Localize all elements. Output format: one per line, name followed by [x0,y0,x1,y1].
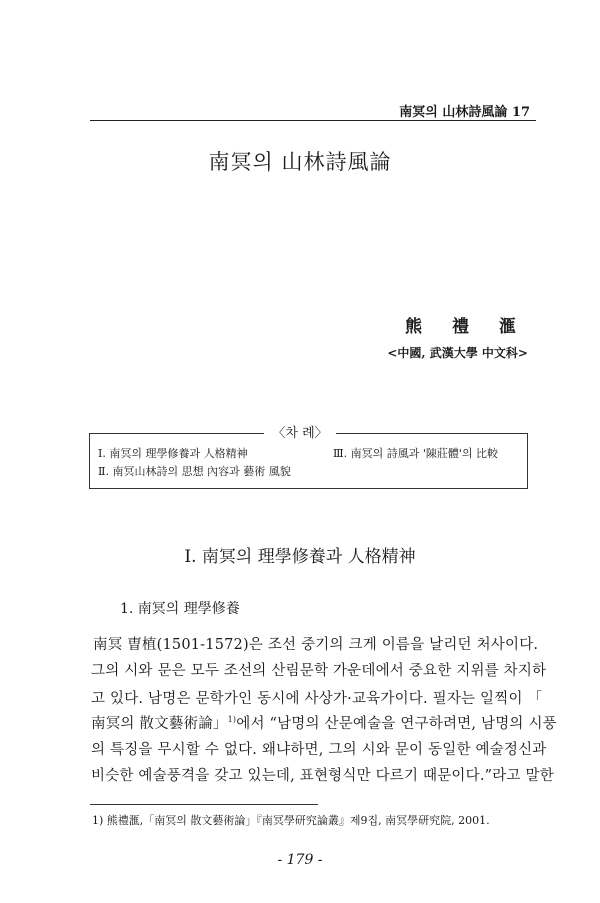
body-text: 에서 “남명의 산문예술을 연구하려면, 남명의 시풍 [236,716,557,732]
page-number: - 179 - [277,852,323,868]
body-line: 비슷한 예술풍격을 갖고 있는데, 표현형식만 다르기 때문이다.”라고 말한 [91,768,554,784]
author-name: 熊禮滙 [405,317,546,337]
toc-item: Ⅲ. 南冥의 詩風과 '陳莊體'의 比較 [333,447,499,460]
body-line [91,712,557,733]
body-text: 南冥의 散文藝術論」 [91,716,228,732]
body-line: 의 특징을 무시할 수 없다. 왜냐하면, 그의 시와 문이 동일한 예술정신과 [91,742,547,758]
body-line: 南冥 曺植(1501-1572)은 조선 중기의 크게 이름을 날리던 처사이다. [93,637,539,653]
body-line: 그의 시와 문은 모두 조선의 산림문학 가운데에서 중요한 지위를 차지하 [91,663,547,679]
author-affiliation: <中國, 武漢大學 中文科> [387,346,528,360]
header-rule [90,120,536,121]
footnote: 1) 熊禮滙,「南冥의 散文藝術論」『南冥學研究論叢』제9집, 南冥學研究院, 2001. [92,814,490,827]
footnote-ref[interactable]: 1) [227,715,237,725]
footnote-rule [90,804,318,805]
body-line: 고 있다. 남명은 문학가인 동시에 사상가·교육가이다. 필자는 일찍이 「 [91,691,543,707]
article-title: 南冥의 山林詩風論 [208,150,392,174]
toc-title-text: 〈차 례〉 [264,426,335,441]
toc-item: Ⅰ. 南冥의 理學修養과 人格精神 [98,447,248,460]
toc-item: Ⅱ. 南冥山林詩의 思想 內容과 藝術 風貌 [98,465,291,478]
toc-title [0,422,600,441]
subsection-heading: 1. 南冥의 理學修養 [120,601,240,617]
table-of-contents-box [89,433,528,489]
running-header: 南冥의 山林詩風論 17 [399,105,530,120]
section-heading: Ⅰ. 南冥의 理學修養과 人格精神 [184,547,416,567]
